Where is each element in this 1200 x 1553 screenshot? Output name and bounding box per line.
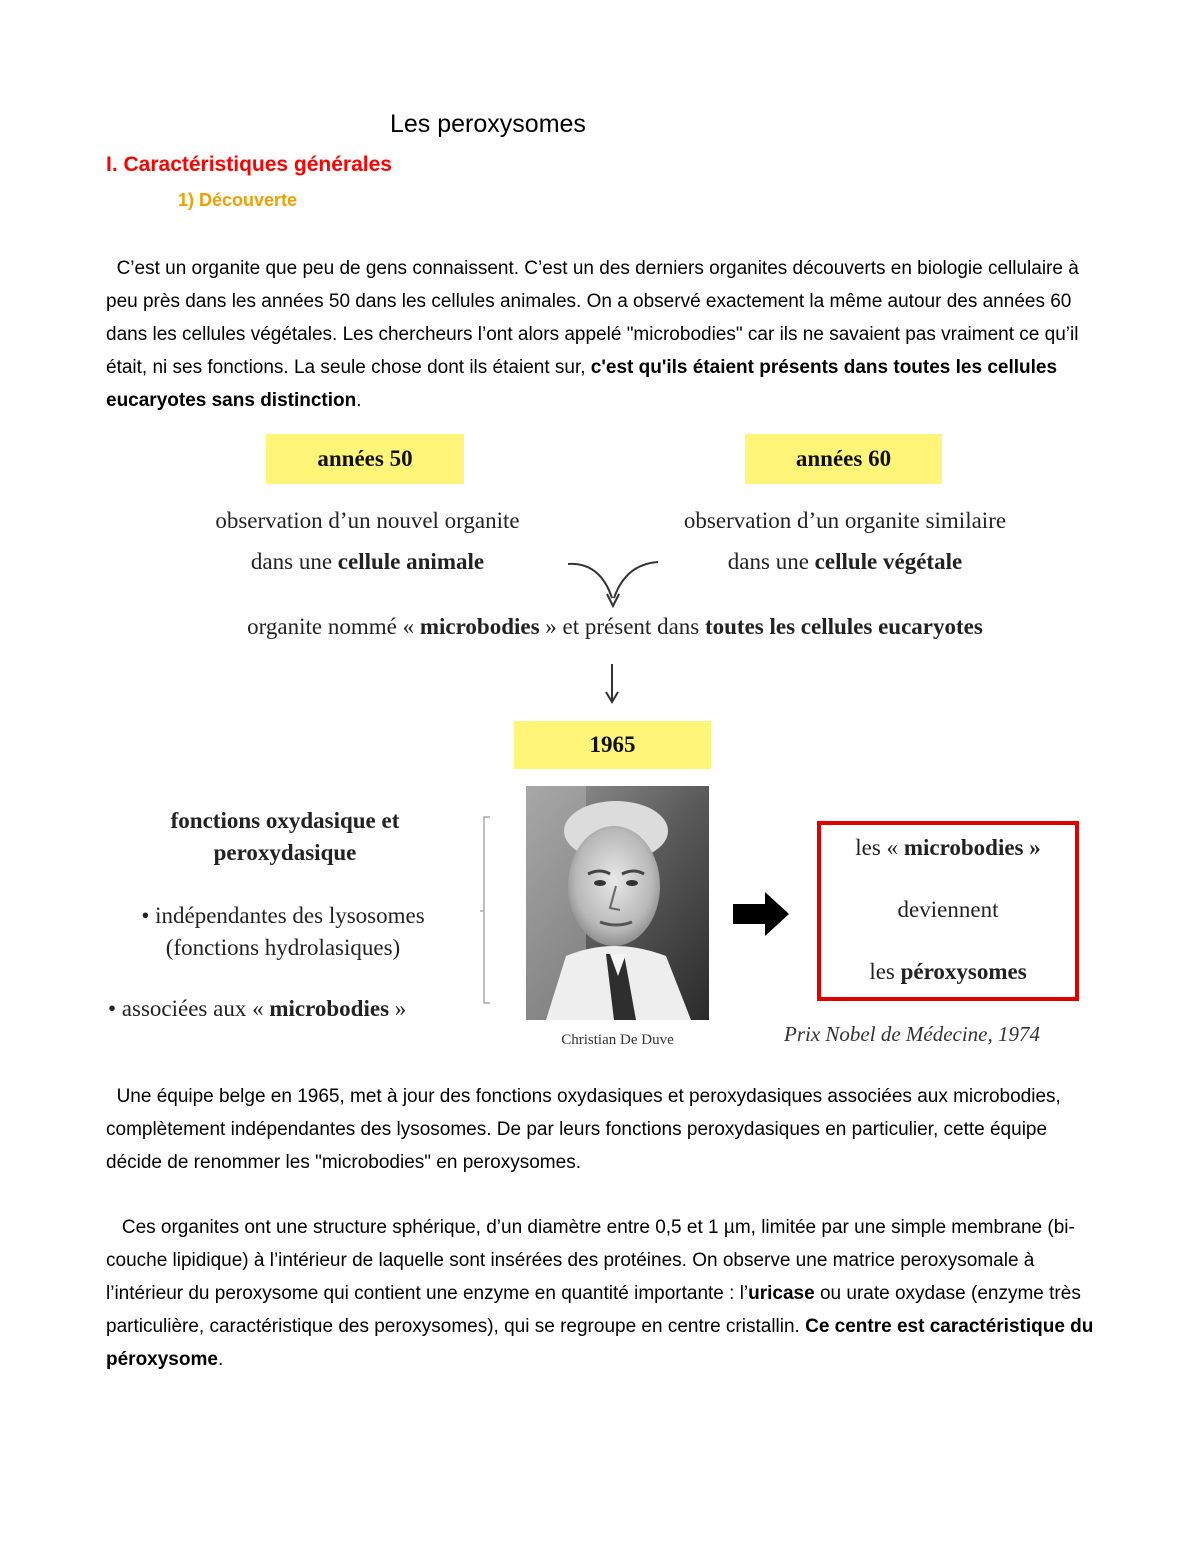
- bracket-icon: [478, 815, 498, 1007]
- left-line2-bold: cellule animale: [337, 549, 485, 574]
- red-line3: [821, 959, 1075, 985]
- year-box-1965: 1965: [514, 721, 711, 769]
- p3-end: .: [217, 1349, 224, 1370]
- nobel-caption: Prix Nobel de Médecine, 1974: [784, 1022, 1040, 1046]
- merge-arrows-icon: [560, 550, 670, 610]
- paragraph-discovery: [106, 252, 1096, 417]
- red-l1-pre: les «: [855, 835, 904, 860]
- p3-text: Ces organites ont une structure sphérique, d’un diamètre entre 0,5 et 1 µm, limitée par une simple membrane (bi-couche lipidique) à l’intérieur de laquelle sont insérées des protéines. On observe une matrice peroxysomale à l’intérieur du peroxysome qui contient une enzyme en quantité importante : l’: [106, 1217, 1075, 1304]
- red-line1: [821, 835, 1075, 861]
- page-title: Les peroxysomes: [390, 110, 586, 138]
- microbodies-become-box: [817, 821, 1079, 1001]
- paragraph-end: .: [356, 390, 362, 411]
- left-observation: [150, 500, 585, 582]
- named-bold2: toutes les cellules eucaryotes: [704, 614, 983, 639]
- bullet-independent: [108, 900, 458, 964]
- left-observation-line1: observation d’un nouvel organite: [215, 508, 520, 533]
- right-observation-line1: observation d’un organite similaire: [683, 508, 1007, 533]
- right-observation: [640, 500, 1050, 582]
- bullet2-pre: • associées aux «: [108, 996, 270, 1021]
- bullet1-line1: • indépendantes des lysosomes: [141, 903, 425, 928]
- bullet2-bold: microbodies: [269, 996, 390, 1021]
- portrait-photo: [526, 786, 709, 1020]
- right-line2-pre: dans une: [727, 549, 815, 574]
- named-organite: [100, 614, 1130, 640]
- p3-bold1: uricase: [748, 1283, 815, 1304]
- bullet2-post: »: [389, 996, 407, 1021]
- photo-caption: Christian De Duve: [561, 1032, 674, 1048]
- year-box-60: années 60: [745, 434, 942, 484]
- named-bold1: microbodies: [419, 614, 540, 639]
- right-observation-line2: [640, 541, 1050, 582]
- p3-mid: ou urate oxydase (enzyme très particulière, caractéristique des peroxysomes), qui se regroupe en centre cristallin.: [106, 1283, 1087, 1337]
- bullet1-line2: (fonctions hydrolasiques): [165, 935, 401, 960]
- red-l1-post: »: [1023, 835, 1041, 860]
- named-mid: » et présent dans: [539, 614, 705, 639]
- p3-bold2: Ce centre est caractéristique du péroxysome: [106, 1316, 1099, 1370]
- named-pre: organite nommé «: [247, 614, 420, 639]
- red-l1-bold: microbodies: [903, 835, 1024, 860]
- paragraph-belgian-team: Une équipe belge en 1965, met à jour des fonctions oxydasiques et peroxydasiques associées aux microbodies, complètement indépendantes des lysosomes. De par leurs fonctions peroxydasiques en particulier, cette équipe décide de renommer les "microbodies" en peroxysomes.: [106, 1086, 1067, 1173]
- down-arrow-icon: [600, 662, 624, 706]
- red-line2: deviennent: [897, 897, 999, 922]
- left-line2-pre: dans une: [250, 549, 338, 574]
- paragraph-text: C’est un organite que peu de gens connaissent. C’est un des derniers organites découverts en biologie cellulaire à peu près dans les années 50 dans les cellules animales. On a observé exactement la même autour des années 60 dans les cellules végétales. Les chercheurs l’ont alors appelé "microbodies" car ils ne savaient pas vraiment ce qu’il était, ni ses fonctions. La seule chose dont ils étaient sur,: [106, 258, 1085, 378]
- paragraph-structure: [106, 1211, 1099, 1376]
- section-heading: I. Caractéristiques générales: [106, 153, 392, 176]
- year-box-50: années 50: [266, 434, 464, 484]
- functions-title: fonctions oxydasique et peroxydasique: [170, 808, 400, 865]
- subsection-heading: 1) Découverte: [178, 190, 298, 210]
- paragraph-bold: c'est qu'ils étaient présents dans toutes les cellules eucaryotes sans distinction: [106, 357, 1063, 411]
- right-line2-bold: cellule végétale: [814, 549, 963, 574]
- bullet-associated: [108, 996, 478, 1022]
- red-l3-bold: péroxysomes: [900, 959, 1027, 984]
- right-arrow-icon: [733, 892, 791, 936]
- left-observation-line2: [150, 541, 585, 582]
- red-l3-pre: les: [869, 959, 901, 984]
